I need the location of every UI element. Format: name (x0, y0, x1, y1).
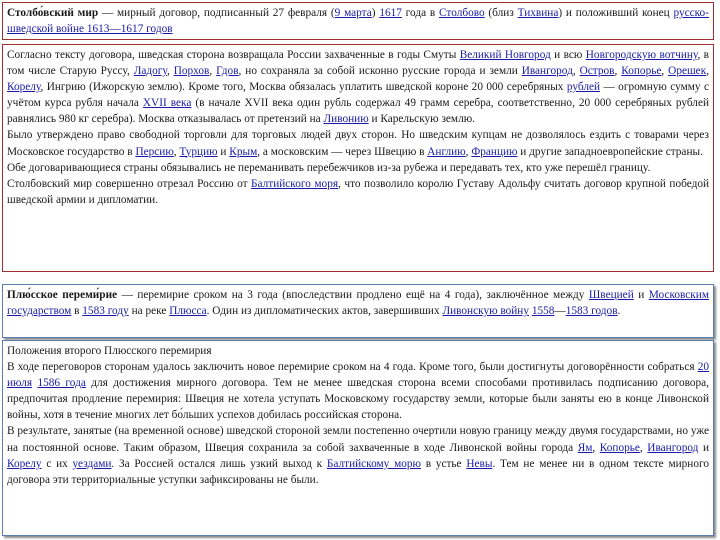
link-year[interactable]: 1617 (379, 7, 402, 19)
text: — (554, 305, 566, 318)
link-yam[interactable]: Ям (577, 441, 593, 454)
link-oreshek[interactable]: Орешек (668, 65, 707, 78)
link-20-july[interactable]: 20 июля (7, 361, 709, 390)
text: , (614, 65, 622, 78)
link-xvii-century[interactable]: XVII века (142, 97, 192, 110)
plyussa-term: Плю́сское переми́рие (7, 289, 118, 301)
text: — перемирие сроком на 3 года (впоследствии продлено ещё на 4 года), заключённое между (117, 289, 589, 301)
text: , (209, 65, 217, 78)
text: В результате, занятые (на временной основе) шведской стороной земли постепенно очертили новую границу между двумя государствами, но уже на постоянной основе. Таким образом, Швеция сохранила за собой захваченные в ходе Ливонской войны города (7, 425, 709, 454)
link-1558[interactable]: 1558 (531, 305, 555, 318)
link-livonia[interactable]: Ливонию (323, 113, 369, 126)
text: и (633, 289, 649, 301)
text: и Карельскую землю. (368, 113, 475, 126)
text: для достижения мирного договора. Тем не менее шведская сторона всеми способами противилась подписанию договора, предпочитая продление перемирия: Швеция не хотела уступать Московскому государству земли, которые были заняты ею в конце Ливонской войны, хотя в течение многих лет бо́льших успехов добилась российская сторона. (7, 377, 709, 422)
plyussa-paragraph (7, 287, 709, 319)
text: , Ингрию (Ижорскую землю). Кроме того, Москва обязалась уплатить шведской короне 20 000 серебряных (40, 81, 567, 94)
link-ladoga[interactable]: Ладогу (133, 65, 167, 78)
text: , (706, 65, 710, 78)
second-paragraph-2 (7, 423, 709, 487)
link-neva[interactable]: Невы (466, 457, 493, 470)
link-stolbovo[interactable]: Столбово (439, 7, 485, 19)
link-tikhvin[interactable]: Тихвина (517, 7, 559, 19)
text: , (173, 145, 180, 158)
link-livonian-war[interactable]: Ливонскую войну (442, 305, 529, 318)
link-turkey[interactable]: Турцию (179, 145, 218, 158)
link-koporye[interactable]: Копорье (621, 65, 662, 78)
link-rubley[interactable]: рублей (566, 81, 601, 94)
link-baltic-sea-2[interactable]: Балтийскому морю (326, 457, 421, 470)
link-crimea[interactable]: Крым (229, 145, 258, 158)
second-paragraph-1 (7, 359, 709, 423)
link-war[interactable]: русско-шведской войне 1613—1617 годов (7, 7, 709, 36)
text: , (572, 65, 580, 78)
lead-paragraph (7, 5, 709, 37)
text: , (166, 65, 174, 78)
text: года в (401, 7, 440, 19)
link-koporye-2[interactable]: Копорье (599, 441, 640, 454)
text: Столбовский мир совершенно отрезал Россию от (7, 177, 252, 190)
link-persia[interactable]: Персию (135, 145, 174, 158)
text: , а московским — через Швецию в (257, 145, 428, 158)
text: ) и положивший конец (558, 7, 674, 19)
stolbovo-lead-block (2, 2, 714, 40)
text: ) (371, 7, 380, 19)
link-muscovy[interactable]: Московским государством (7, 289, 709, 318)
text: на реке (128, 305, 170, 318)
treaty-terms-block (2, 44, 714, 272)
text: и всю (550, 49, 586, 61)
text: , (661, 65, 669, 78)
text: (близ (484, 7, 518, 19)
text: Было утверждено право свободной торговли для торговых людей двух сторон. Но шведским купцам не дозволялось ездить с товарами через Московское государство в (7, 129, 709, 158)
plyussa-truce-block (2, 284, 714, 338)
link-1583-years[interactable]: 1583 годов (565, 305, 618, 318)
text: — огромную сумму с учётом курса рубля начала (7, 81, 709, 110)
lead-term: Столбо́вский мир (7, 7, 99, 19)
text: , (592, 441, 600, 454)
text: . За Россией остался лишь узкий выход к (111, 457, 327, 470)
second-heading: Положения второго Плюсского перемирия (7, 345, 212, 357)
link-uezdy[interactable]: уездами (72, 457, 112, 470)
link-date[interactable]: 9 марта (334, 7, 372, 19)
text: (в начале XVII века один рубль содержал 49 грамм серебра, соответственно, 20 000 серебряных рублей равнялись 980 кг серебра). Москва отказывалась от претензий на (7, 97, 710, 126)
link-korela[interactable]: Корелу (7, 81, 41, 94)
text: В ходе переговоров сторонам удалось заключить новое перемирие сроком на 4 года. Кроме того, были достигнуты договорённости собраться (7, 361, 698, 374)
text: и (217, 145, 230, 158)
text: , (639, 441, 648, 454)
terms-paragraph-1 (7, 47, 709, 127)
text: с их (41, 457, 73, 470)
terms-paragraph-2 (7, 127, 709, 159)
terms-paragraph-3: Обе договаривающиеся страны обязывались не переманивать перебежчиков из-за рубежа и передавать тех, кто уже перешёл границу. (7, 161, 651, 174)
terms-paragraph-4 (7, 176, 709, 208)
text: в устье (420, 457, 467, 470)
text: — мирный договор, подписанный 27 февраля ( (98, 7, 335, 19)
link-ivangorod[interactable]: Ивангород (521, 65, 573, 78)
text: , что позволило королю Густаву Адольфу считать договор крупной победой шведской армии и дипломатии. (7, 177, 710, 206)
text: . Один из дипломатических актов, завершивших (206, 305, 443, 318)
link-1583-year[interactable]: 1583 году (82, 305, 129, 318)
text: , но сохраняла за собой исконно русские города и земли (238, 65, 522, 78)
link-korela-2[interactable]: Корелу (7, 457, 42, 470)
link-sweden[interactable]: Швецией (588, 289, 634, 301)
text: . (617, 305, 621, 318)
text: и другие западноевропейские страны. (517, 145, 703, 158)
text: . Тем не менее ни в одном тексте мирного договора эти территориальные уступки зафиксированы не были. (7, 457, 709, 486)
text: , в том числе Старую Руссу, (7, 49, 710, 78)
link-porkhov[interactable]: Порхов (173, 65, 210, 78)
link-plyussa-river[interactable]: Плюсса (169, 305, 207, 318)
link-england[interactable]: Англию (427, 145, 466, 158)
text: и (698, 441, 710, 454)
link-france[interactable]: Францию (471, 145, 518, 158)
text: Согласно тексту договора, шведская сторона возвращала России захваченные в годы Смуты (7, 49, 460, 61)
link-novgorod[interactable]: Великий Новгород (459, 49, 551, 61)
text: , (465, 145, 472, 158)
link-gdov[interactable]: Гдов (216, 65, 239, 78)
link-1586[interactable]: 1586 года (37, 377, 86, 390)
link-ostrov[interactable]: Остров (579, 65, 615, 78)
second-truce-block (2, 340, 714, 536)
link-baltic-sea[interactable]: Балтийского моря (251, 177, 339, 190)
link-votchina[interactable]: Новгородскую вотчину (585, 49, 698, 61)
text: в (71, 305, 83, 318)
link-ivangorod-2[interactable]: Ивангород (647, 441, 699, 454)
